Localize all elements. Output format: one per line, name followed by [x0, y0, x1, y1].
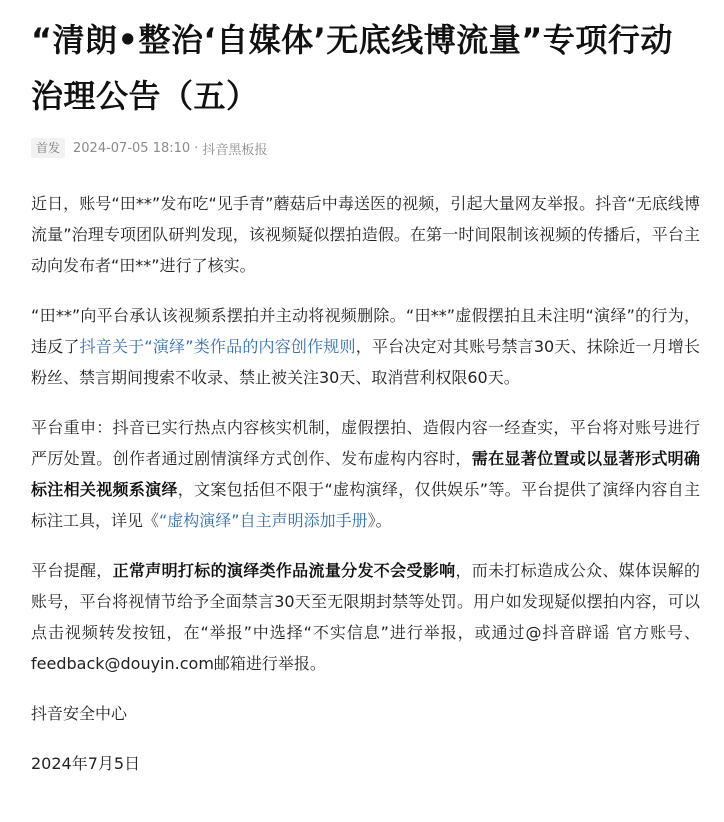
- fiction-declaration-manual-link[interactable]: “虚构演绎”自主声明添加手册: [159, 511, 368, 530]
- content-rules-link[interactable]: 抖音关于“演绎”类作品的内容创作规则: [79, 337, 356, 356]
- paragraph-2-text-after: ，平台决定对其账号禁言30天、抹除近一月增长粉丝、禁言期间搜索不收录、禁止被关注30天、取消营利权限60天。: [31, 337, 700, 387]
- article-meta: [31, 136, 700, 160]
- paragraph-4: [31, 555, 700, 679]
- article-title: “清朗•整治‘自媒体’无底线博流量”专项行动治理公告（五）: [31, 21, 673, 115]
- paragraph-3-text-after: 》。: [367, 511, 392, 530]
- first-publish-badge: 首发: [31, 138, 65, 158]
- paragraph-3-text-before: 平台重申：抖音已实行热点内容核实机制，虚假摆拍、造假内容一经查实，平台将对账号进行严厉处置。创作者通过剧情演绎方式创作、发布虚构内容时，: [31, 418, 700, 468]
- signature: 抖音安全中心: [31, 704, 128, 723]
- paragraph-4-bold-text: 正常声明打标的演绎类作品流量分发不会受影响: [112, 561, 456, 580]
- paragraph-4-text-after: ，而未打标造成公众、媒体误解的账号，平台将视情节给予全面禁言30天至无限期封禁等处罚。用户如发现疑似摆拍内容，可以点击视频转发按钮，在“举报”中选择“不实信息”进行举报，或通过@抖音辟谣 官方账号、feedback@douyin.com邮箱进行举报。: [31, 561, 700, 673]
- source-account[interactable]: 抖音黑板报: [202, 142, 268, 158]
- publish-date: 2024-07-05 18:10: [73, 140, 191, 156]
- paragraph-1: 近日，账号“田**”发布吃“见手青”蘑菇后中毒送医的视频，引起大量网友举报。抖音“无底线博流量”治理专项团队研判发现，该视频疑似摆拍造假。在第一时间限制该视频的传播后，平台主动向发布者“田**”进行了核实。: [31, 194, 700, 275]
- paragraph-3-bold-text: 需在显著位置或以显著形式明确标注相关视频系演绎: [31, 449, 700, 499]
- article-body: [31, 188, 700, 779]
- paragraph-3: [31, 412, 700, 536]
- paragraph-3-text-middle: ，文案包括但不限于“虚构演绎，仅供娱乐”等。平台提供了演绎内容自主标注工具，详见《: [31, 480, 700, 530]
- paragraph-2: [31, 300, 700, 393]
- meta-separator: ·: [194, 140, 199, 156]
- signature-date: 2024年7月5日: [31, 754, 141, 773]
- paragraph-4-text-before: 平台提醒，: [31, 561, 113, 580]
- paragraph-2-text-before: “田**”向平台承认该视频系摆拍并主动将视频删除。“田**”虚假摆拍且未注明“演绎”的行为，违反了: [31, 306, 700, 356]
